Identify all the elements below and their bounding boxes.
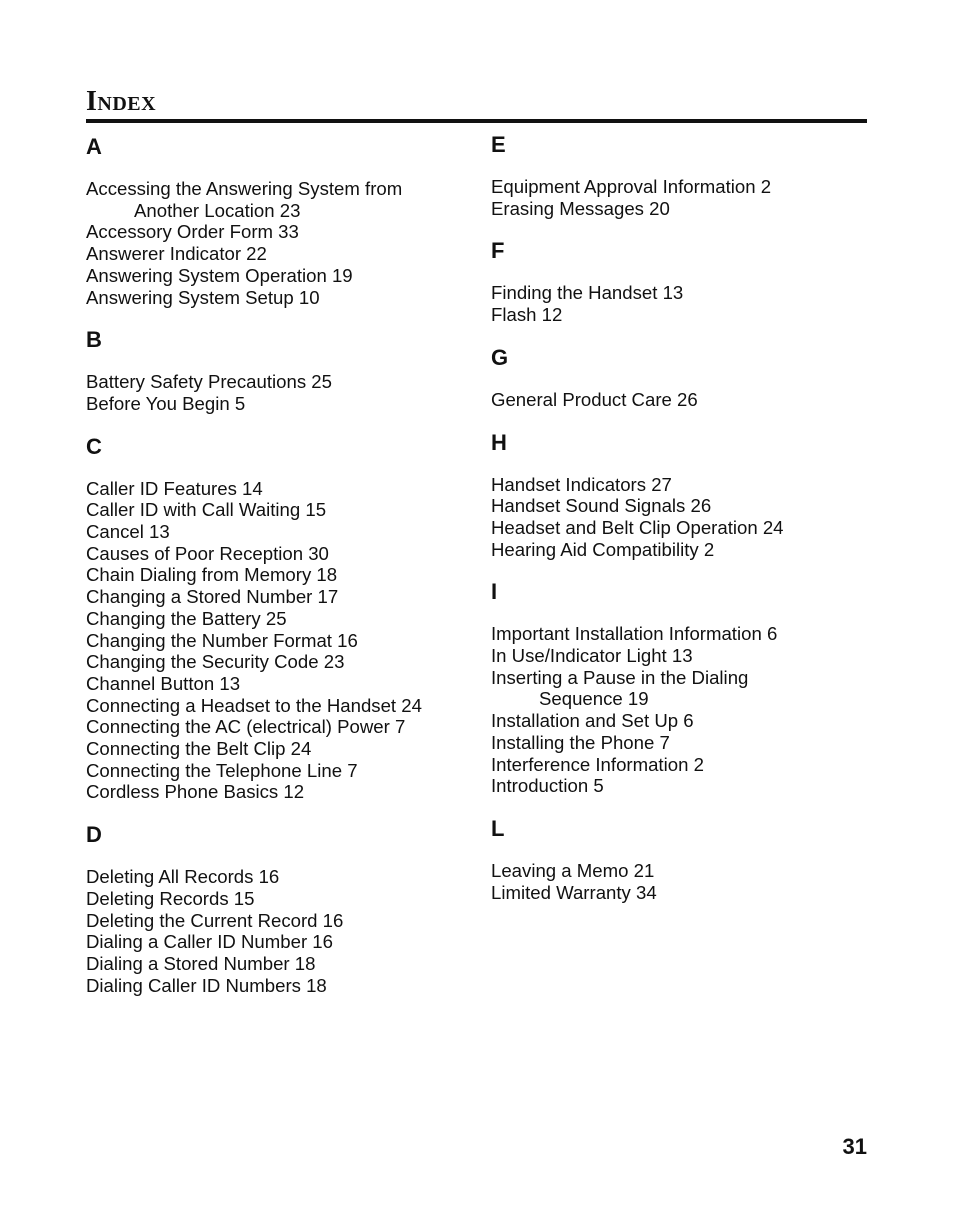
index-entry-text: Limited Warranty 34 bbox=[491, 881, 657, 903]
index-entry bbox=[86, 781, 466, 803]
index-entry bbox=[491, 667, 871, 710]
index-entry bbox=[86, 499, 466, 521]
index-entry-text: Hearing Aid Compatibility 2 bbox=[491, 538, 715, 560]
index-entry-text: Deleting Records 15 bbox=[86, 887, 255, 909]
index-entry bbox=[491, 282, 871, 304]
index-section-d bbox=[86, 816, 466, 996]
index-entry bbox=[86, 695, 466, 717]
index-entry bbox=[491, 389, 871, 411]
index-entry-list bbox=[86, 866, 466, 996]
index-entry-text: Accessory Order Form 33 bbox=[86, 221, 299, 243]
index-entry-list bbox=[491, 474, 871, 561]
index-section-b bbox=[86, 321, 466, 414]
index-entry-text: Channel Button 13 bbox=[86, 672, 241, 694]
page-title: Index bbox=[86, 86, 157, 117]
index-entry bbox=[86, 975, 466, 997]
index-entry-text: General Product Care 26 bbox=[491, 388, 698, 410]
index-entry bbox=[86, 287, 466, 309]
index-entry bbox=[86, 738, 466, 760]
section-letter: F bbox=[491, 238, 505, 264]
index-entry-text: Dialing Caller ID Numbers 18 bbox=[86, 974, 327, 996]
index-entry bbox=[491, 176, 871, 198]
index-entry-list bbox=[86, 478, 466, 804]
index-entry-text: Changing the Security Code 23 bbox=[86, 651, 345, 673]
index-entry bbox=[86, 543, 466, 565]
index-entry bbox=[86, 866, 466, 888]
index-entry-list bbox=[491, 623, 871, 797]
index-entry bbox=[491, 198, 871, 220]
index-entry bbox=[86, 265, 466, 287]
index-entry-text: Answering System Setup 10 bbox=[86, 286, 320, 308]
index-section-c bbox=[86, 428, 466, 804]
index-entry-text: Battery Safety Precautions 25 bbox=[86, 371, 332, 393]
index-entry bbox=[86, 673, 466, 695]
index-section-g bbox=[491, 339, 871, 411]
index-entry-text: Changing a Stored Number 17 bbox=[86, 586, 339, 608]
index-entry bbox=[491, 645, 871, 667]
index-entry-text: Connecting the Belt Clip 24 bbox=[86, 738, 312, 760]
index-entry-text: Dialing a Caller ID Number 16 bbox=[86, 931, 333, 953]
page-number: 31 bbox=[842, 1134, 867, 1159]
index-entry-text: Changing the Number Format 16 bbox=[86, 629, 358, 651]
index-entry-list bbox=[86, 178, 466, 308]
index-entry-text: Handset Sound Signals 26 bbox=[491, 495, 712, 517]
index-entry-text: Interference Information 2 bbox=[491, 753, 704, 775]
index-entry bbox=[86, 371, 466, 393]
section-letter: A bbox=[86, 134, 102, 159]
index-entry bbox=[86, 888, 466, 910]
index-entry-list bbox=[491, 860, 871, 903]
index-section-e bbox=[491, 126, 871, 219]
index-entry bbox=[86, 630, 466, 652]
index-entry-text: Accessing the Answering System from bbox=[86, 178, 403, 199]
index-entry-text: Installing the Phone 7 bbox=[491, 731, 670, 753]
index-entry bbox=[491, 882, 871, 904]
index-column-right bbox=[491, 126, 871, 903]
index-entry bbox=[86, 586, 466, 608]
index-entry-text: Before You Begin 5 bbox=[86, 392, 246, 414]
index-entry-text: Cancel 13 bbox=[86, 521, 170, 543]
index-entry bbox=[86, 521, 466, 543]
index-entry-text: Caller ID with Call Waiting 15 bbox=[86, 499, 327, 521]
index-entry-text: Answering System Operation 19 bbox=[86, 264, 353, 286]
index-entry bbox=[491, 623, 871, 645]
index-section-f bbox=[491, 232, 871, 325]
section-letter: D bbox=[86, 822, 102, 848]
index-entry-list bbox=[86, 371, 466, 414]
index-entry bbox=[86, 910, 466, 932]
index-entry-text: Flash 12 bbox=[491, 304, 563, 326]
index-entry-text: Erasing Messages 20 bbox=[491, 197, 670, 219]
index-entry bbox=[86, 393, 466, 415]
index-entry-text: Connecting a Headset to the Handset 24 bbox=[86, 694, 422, 716]
section-letter: H bbox=[491, 429, 507, 455]
index-entry bbox=[86, 564, 466, 586]
index-entry bbox=[86, 760, 466, 782]
index-entry bbox=[491, 775, 871, 797]
index-entry-text: Changing the Battery 25 bbox=[86, 607, 287, 629]
index-entry-text: Important Installation Information 6 bbox=[491, 623, 778, 645]
index-entry-text: Answerer Indicator 22 bbox=[86, 243, 267, 265]
index-entry-text: Dialing a Stored Number 18 bbox=[86, 952, 316, 974]
index-entry bbox=[86, 953, 466, 975]
index-entry-text: Equipment Approval Information 2 bbox=[491, 176, 772, 197]
index-entry-text: Introduction 5 bbox=[491, 775, 604, 797]
index-entry bbox=[491, 710, 871, 732]
index-entry-continuation: Another Location 23 bbox=[134, 199, 301, 221]
index-entry-text: Chain Dialing from Memory 18 bbox=[86, 564, 338, 586]
index-entry-list bbox=[491, 176, 871, 219]
index-entry-text: Caller ID Features 14 bbox=[86, 477, 263, 499]
index-entry-list bbox=[491, 389, 871, 411]
index-entry-text: Deleting the Current Record 16 bbox=[86, 909, 344, 931]
index-entry bbox=[491, 539, 871, 561]
index-entry bbox=[86, 608, 466, 630]
section-letter: E bbox=[491, 132, 506, 157]
section-letter: G bbox=[491, 344, 509, 370]
index-entry-text: Inserting a Pause in the Dialing bbox=[491, 666, 749, 688]
index-entry bbox=[491, 474, 871, 496]
index-entry bbox=[86, 651, 466, 673]
index-entry-text: Finding the Handset 13 bbox=[491, 282, 684, 304]
index-entry bbox=[491, 754, 871, 776]
index-entry-list bbox=[491, 282, 871, 325]
section-letter: C bbox=[86, 433, 102, 459]
index-entry-text: Installation and Set Up 6 bbox=[491, 710, 694, 732]
index-entry bbox=[86, 716, 466, 738]
index-entry-text: Headset and Belt Clip Operation 24 bbox=[491, 516, 784, 538]
index-entry bbox=[86, 478, 466, 500]
index-entry bbox=[491, 304, 871, 326]
index-entry bbox=[86, 931, 466, 953]
section-letter: B bbox=[86, 327, 102, 353]
index-entry-continuation: Sequence 19 bbox=[539, 688, 649, 710]
index-entry bbox=[491, 860, 871, 882]
index-column-left bbox=[86, 128, 466, 996]
index-entry-text: Connecting the Telephone Line 7 bbox=[86, 759, 358, 781]
index-section-h bbox=[491, 424, 871, 561]
index-entry bbox=[491, 732, 871, 754]
index-entry bbox=[491, 517, 871, 539]
section-letter: I bbox=[491, 579, 498, 605]
index-entry-text: Leaving a Memo 21 bbox=[491, 859, 655, 881]
index-entry-text: Causes of Poor Reception 30 bbox=[86, 542, 329, 564]
index-entry-text: Cordless Phone Basics 12 bbox=[86, 781, 305, 803]
index-entry bbox=[86, 221, 466, 243]
index-entry-text: In Use/Indicator Light 13 bbox=[491, 645, 693, 667]
index-entry bbox=[86, 243, 466, 265]
index-section-a bbox=[86, 128, 466, 308]
index-entry bbox=[491, 495, 871, 517]
index-entry-text: Connecting the AC (electrical) Power 7 bbox=[86, 716, 406, 738]
index-entry-text: Handset Indicators 27 bbox=[491, 473, 672, 495]
index-entry-text: Deleting All Records 16 bbox=[86, 866, 280, 888]
index-entry bbox=[86, 178, 466, 221]
index-section-i bbox=[491, 573, 871, 797]
title-divider bbox=[86, 119, 867, 123]
section-letter: L bbox=[491, 815, 505, 841]
index-section-l bbox=[491, 810, 871, 903]
